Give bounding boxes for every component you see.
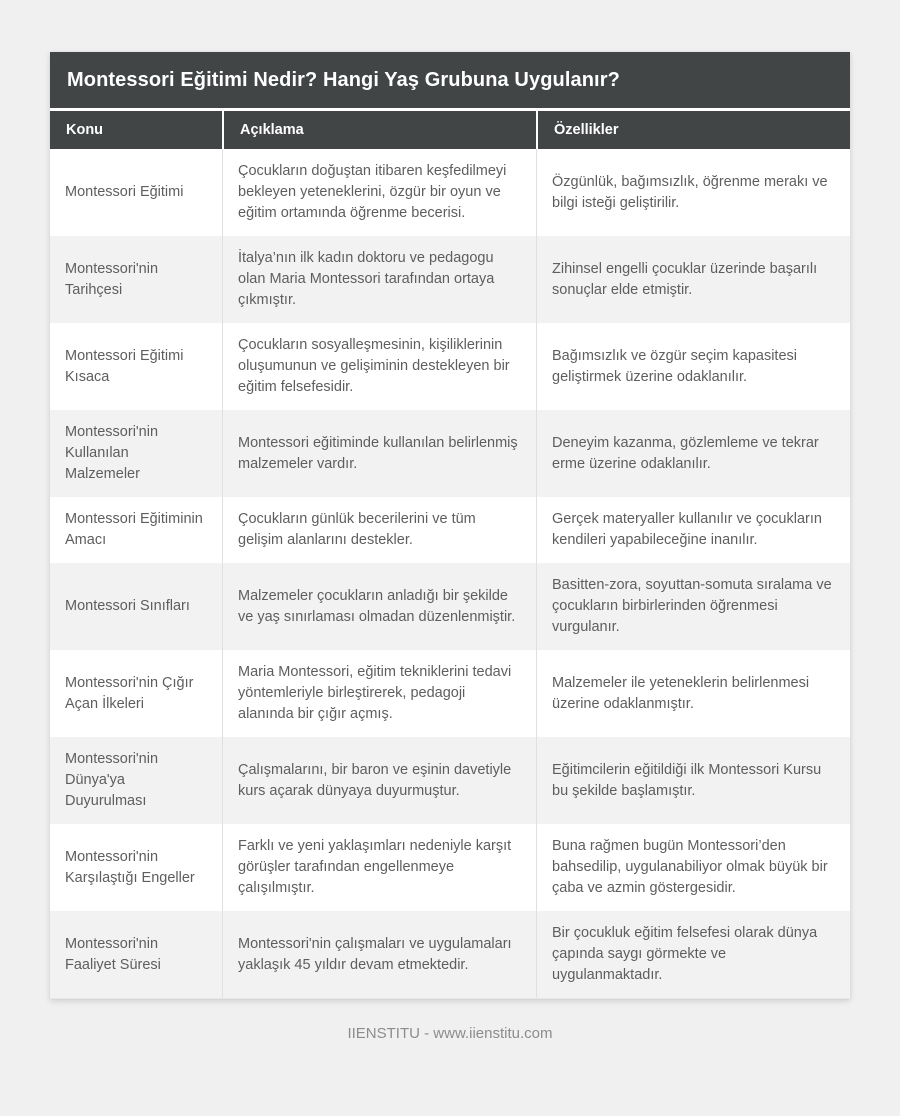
cell-text: Özgünlük, bağımsızlık, öğrenme merakı ve bilgi isteği geliştirilir. <box>552 173 828 211</box>
cell-aciklama <box>222 824 536 911</box>
cell-text: Çocukların doğuştan itibaren keşfedilmeyi bekleyen yeteneklerini, özgür bir oyun ve eğitim ortamında öğrenme becerisi. <box>238 163 507 221</box>
cell-text: Montessori'nin çalışmaları ve uygulamaları yaklaşık 45 yıldır devam etmektedir. <box>238 935 512 973</box>
cell-text: Montessori Eğitimi Kısaca <box>65 347 184 385</box>
cell-aciklama <box>222 563 536 650</box>
column-header-ozellikler: Özellikler <box>536 111 850 149</box>
cell-text: Çalışmalarını, bir baron ve eşinin davetiyle kurs açarak dünyaya duyurmuştur. <box>238 761 512 799</box>
cell-aciklama <box>222 323 536 410</box>
cell-aciklama <box>222 911 536 998</box>
table-body <box>50 149 850 999</box>
cell-text: Montessori'nin Çığır Açan İlkeleri <box>65 674 194 712</box>
table-row <box>50 236 850 323</box>
table-row <box>50 911 850 998</box>
cell-text: Montessori Eğitimi <box>65 184 184 200</box>
cell-konu <box>50 563 222 650</box>
cell-ozellikler <box>536 236 850 323</box>
cell-text: Malzemeler çocukların anladığı bir şekilde ve yaş sınırlaması olmadan düzenlenmiştir. <box>238 587 516 625</box>
table-row <box>50 497 850 563</box>
content-card <box>50 52 850 999</box>
cell-text: Farklı ve yeni yaklaşımları nedeniyle karşıt görüşler tarafından engellenmeye çalışılmıştır. <box>238 838 512 896</box>
table-row <box>50 650 850 737</box>
cell-ozellikler <box>536 911 850 998</box>
cell-aciklama <box>222 650 536 737</box>
cell-ozellikler <box>536 650 850 737</box>
cell-text: Maria Montessori, eğitim tekniklerini tedavi yöntemleriyle birleştirerek, pedagoji alanında bir çığır açmış. <box>238 664 512 722</box>
page-title: Montessori Eğitimi Nedir? Hangi Yaş Grubuna Uygulanır? <box>50 52 850 108</box>
cell-konu <box>50 497 222 563</box>
cell-ozellikler <box>536 824 850 911</box>
table-row <box>50 737 850 824</box>
cell-text: Çocukların günlük becerilerini ve tüm gelişim alanlarını destekler. <box>238 511 476 548</box>
cell-text: Montessori'nin Dünya'ya Duyurulması <box>65 751 159 809</box>
cell-ozellikler <box>536 563 850 650</box>
cell-aciklama <box>222 236 536 323</box>
cell-aciklama <box>222 149 536 236</box>
cell-konu <box>50 737 222 824</box>
cell-text: Montessori eğitiminde kullanılan belirlenmiş malzemeler vardır. <box>238 434 518 472</box>
cell-text: Malzemeler ile yeteneklerin belirlenmesi üzerine odaklanmıştır. <box>552 674 810 712</box>
cell-text: Basitten-zora, soyuttan-somuta sıralama ve çocukların birbirlerinden öğrenmesi vurgulanır. <box>552 577 832 635</box>
cell-text: Bağımsızlık ve özgür seçim kapasitesi geliştirmek üzerine odaklanılır. <box>552 347 797 385</box>
cell-text: Bir çocukluk eğitim felsefesi olarak dünya çapında saygı görmekte ve uygulanmaktadır. <box>552 925 818 983</box>
cell-text: Çocukların sosyalleşmesinin, kişiliklerinin oluşumunun ve gelişiminin destekleyen bir eğitim felsefesidir. <box>238 337 510 395</box>
cell-text: Gerçek materyaller kullanılır ve çocukların kendileri yapabileceğine inanılır. <box>552 511 822 548</box>
cell-text: Montessori'nin Tarihçesi <box>65 260 159 298</box>
cell-text: Montessori Eğitiminin Amacı <box>65 511 203 548</box>
info-table <box>50 111 850 999</box>
footer-text: IIENSTITU - www.iienstitu.com <box>347 1025 553 1042</box>
cell-aciklama <box>222 737 536 824</box>
cell-text: Eğitimcilerin eğitildiği ilk Montessori Kursu bu şekilde başlamıştır. <box>552 761 822 799</box>
cell-konu <box>50 650 222 737</box>
cell-text: Deneyim kazanma, gözlemleme ve tekrar erme üzerine odaklanılır. <box>552 434 819 472</box>
table-row <box>50 323 850 410</box>
cell-text: Montessori Sınıfları <box>65 598 190 614</box>
cell-text: Montessori'nin Karşılaştığı Engeller <box>65 848 195 886</box>
cell-ozellikler <box>536 410 850 497</box>
cell-text: Zihinsel engelli çocuklar üzerinde başarılı sonuçlar elde etmiştir. <box>552 260 818 298</box>
cell-text: Montessori'nin Kullanılan Malzemeler <box>65 424 159 482</box>
column-header-konu: Konu <box>66 122 104 138</box>
column-header-aciklama: Açıklama <box>222 111 536 149</box>
cell-konu <box>50 911 222 998</box>
cell-text: Buna rağmen bugün Montessori’den bahsedilip, uygulanabiliyor olmak büyük bir çaba ve azmin göstergesidir. <box>552 838 828 896</box>
cell-konu <box>50 323 222 410</box>
table-row <box>50 824 850 911</box>
cell-ozellikler <box>536 323 850 410</box>
cell-ozellikler <box>536 149 850 236</box>
cell-ozellikler <box>536 737 850 824</box>
cell-konu <box>50 149 222 236</box>
cell-konu <box>50 410 222 497</box>
table-row <box>50 149 850 236</box>
cell-text: İtalya’nın ilk kadın doktoru ve pedagogu olan Maria Montessori tarafından ortaya çıkmıştır. <box>238 250 495 308</box>
cell-text: Montessori'nin Faaliyet Süresi <box>65 935 161 973</box>
table-row <box>50 563 850 650</box>
cell-aciklama <box>222 410 536 497</box>
table-row <box>50 410 850 497</box>
cell-ozellikler <box>536 497 850 563</box>
cell-konu <box>50 236 222 323</box>
table-header-row <box>50 111 850 149</box>
cell-konu <box>50 824 222 911</box>
cell-aciklama <box>222 497 536 563</box>
